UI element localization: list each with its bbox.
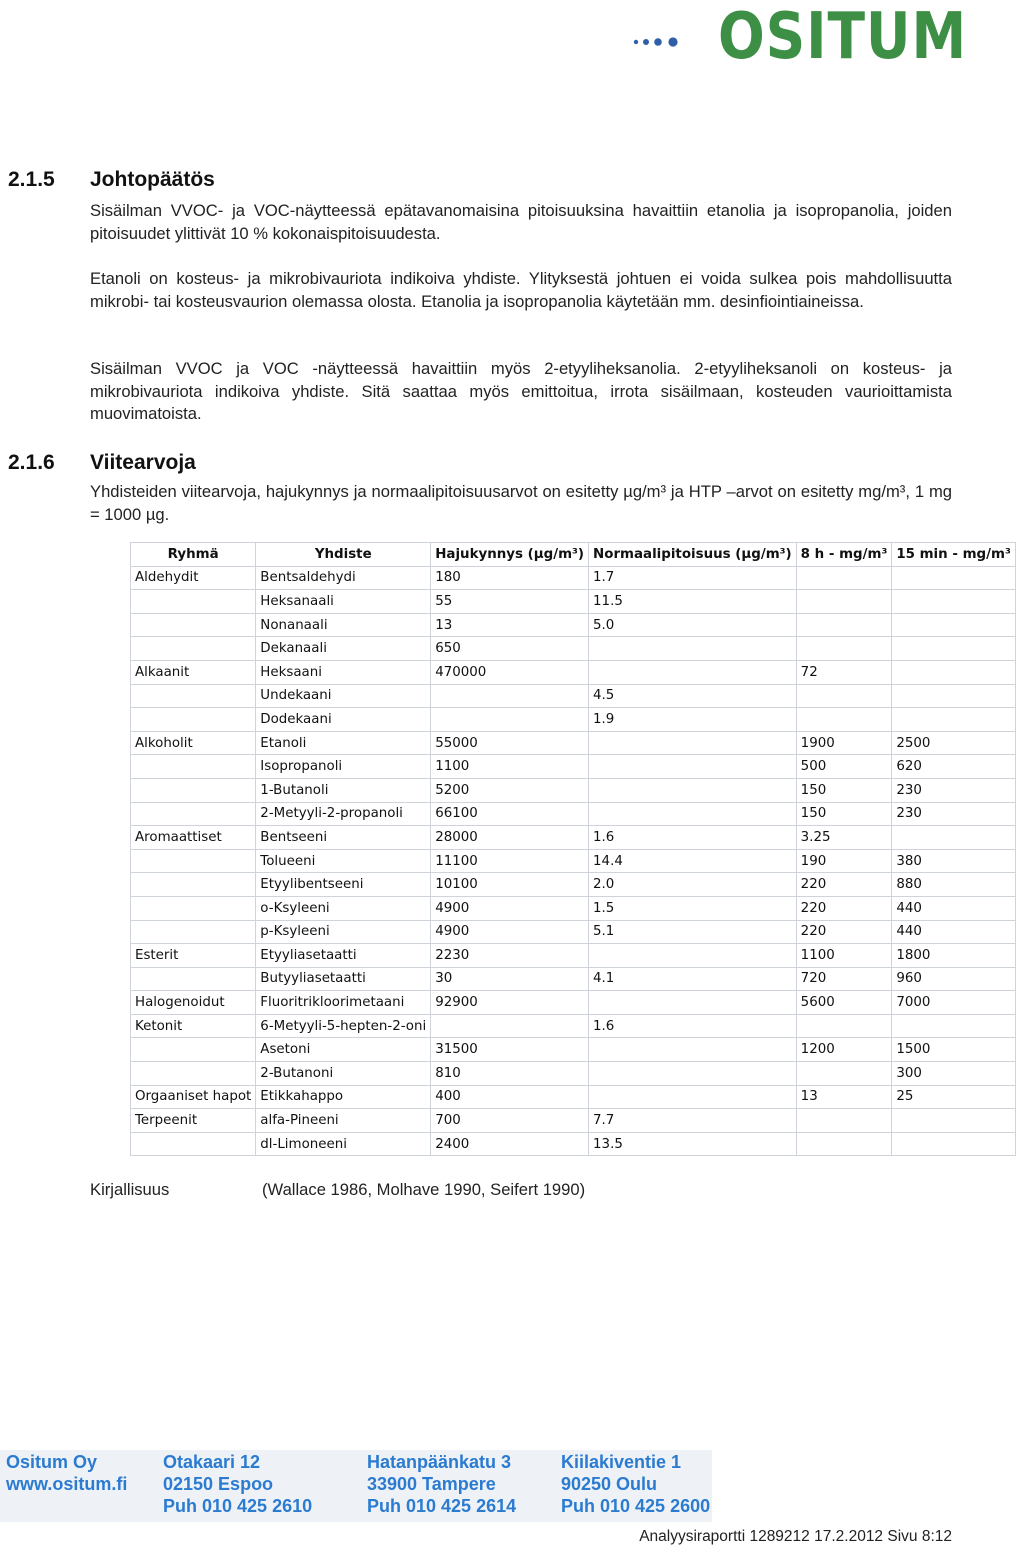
cell-normaalipitoisuus: 14.4 xyxy=(589,849,797,873)
footer-office-tampere xyxy=(367,1451,516,1517)
cell-yhdiste: 1-Butanoli xyxy=(256,778,431,802)
cell-ryhma: Esterit xyxy=(131,944,256,968)
cell-hajukynnys: 11100 xyxy=(431,849,589,873)
table-row xyxy=(131,1062,1016,1086)
cell-ryhma: Alkaanit xyxy=(131,660,256,684)
cell-htp-15min: 960 xyxy=(892,967,1016,991)
table-row xyxy=(131,566,1016,590)
section-number: 2.1.6 xyxy=(8,451,55,474)
section-title: Viitearvoja xyxy=(90,451,196,474)
cell-htp-8h: 720 xyxy=(796,967,892,991)
cell-ryhma xyxy=(131,802,256,826)
page-info: Analyysiraportti 1289212 17.2.2012 Sivu 8:12 xyxy=(639,1528,952,1545)
table-row xyxy=(131,873,1016,897)
cell-htp-15min: 2500 xyxy=(892,731,1016,755)
cell-htp-8h: 190 xyxy=(796,849,892,873)
footer-line: Puh 010 425 2614 xyxy=(367,1496,517,1516)
paragraph: Sisäilman VVOC ja VOC -näytteessä havaittiin myös 2-etyyliheksanolia. 2-etyyliheksanoli on kosteus- ja mikrobivauriota indikoiva yhdiste. Sitä saattaa myös emittoitua, irrota sisäilmaan, kosteuden vaurioittamista muovimatoista. xyxy=(90,359,952,423)
cell-htp-15min: 230 xyxy=(892,802,1016,826)
cell-normaalipitoisuus: 7.7 xyxy=(589,1109,797,1133)
cell-hajukynnys: 1100 xyxy=(431,755,589,779)
cell-htp-8h xyxy=(796,1109,892,1133)
footer-line: Puh 010 425 2610 xyxy=(163,1496,313,1516)
header-yhdiste: Yhdiste xyxy=(256,543,431,567)
section-title: Johtopäätös xyxy=(90,168,215,191)
cell-hajukynnys: 5200 xyxy=(431,778,589,802)
cell-ryhma: Aldehydit xyxy=(131,566,256,590)
cell-htp-8h: 1900 xyxy=(796,731,892,755)
header-hajukynnys: Hajukynnys (µg/m³) xyxy=(431,543,589,567)
cell-yhdiste: dl-Limoneeni xyxy=(256,1132,431,1156)
table-row xyxy=(131,1085,1016,1109)
footer-office-espoo xyxy=(163,1451,312,1517)
cell-htp-15min: 880 xyxy=(892,873,1016,897)
cell-htp-8h: 500 xyxy=(796,755,892,779)
cell-hajukynnys: 30 xyxy=(431,967,589,991)
footer-line: Ositum Oy xyxy=(6,1452,98,1472)
reference-values-table xyxy=(130,542,1016,1156)
cell-normaalipitoisuus xyxy=(589,1085,797,1109)
cell-yhdiste: p-Ksyleeni xyxy=(256,920,431,944)
table-row xyxy=(131,1109,1016,1133)
table-row xyxy=(131,967,1016,991)
table-row xyxy=(131,1014,1016,1038)
header-normaalipitoisuus: Normaalipitoisuus (µg/m³) xyxy=(589,543,797,567)
cell-ryhma xyxy=(131,967,256,991)
cell-hajukynnys: 66100 xyxy=(431,802,589,826)
table-row xyxy=(131,778,1016,802)
cell-ryhma: Halogenoidut xyxy=(131,991,256,1015)
cell-htp-8h: 13 xyxy=(796,1085,892,1109)
cell-hajukynnys: 10100 xyxy=(431,873,589,897)
footer-company xyxy=(6,1451,127,1495)
cell-hajukynnys: 92900 xyxy=(431,991,589,1015)
cell-normaalipitoisuus: 1.6 xyxy=(589,826,797,850)
section-heading-johtopaatos xyxy=(8,168,215,192)
cell-htp-8h: 220 xyxy=(796,873,892,897)
table-row xyxy=(131,613,1016,637)
cell-yhdiste: Heksanaali xyxy=(256,590,431,614)
cell-yhdiste: Nonanaali xyxy=(256,613,431,637)
cell-yhdiste: Undekaani xyxy=(256,684,431,708)
cell-htp-8h: 220 xyxy=(796,896,892,920)
cell-hajukynnys: 470000 xyxy=(431,660,589,684)
cell-normaalipitoisuus xyxy=(589,944,797,968)
cell-normaalipitoisuus xyxy=(589,637,797,661)
cell-htp-8h: 1200 xyxy=(796,1038,892,1062)
cell-hajukynnys: 2400 xyxy=(431,1132,589,1156)
table-row xyxy=(131,590,1016,614)
cell-htp-15min xyxy=(892,613,1016,637)
cell-yhdiste: Bentsaldehydi xyxy=(256,566,431,590)
cell-htp-8h: 150 xyxy=(796,802,892,826)
cell-htp-15min: 1500 xyxy=(892,1038,1016,1062)
cell-ryhma: Orgaaniset hapot xyxy=(131,1085,256,1109)
cell-yhdiste: Fluoritrikloorimetaani xyxy=(256,991,431,1015)
cell-ryhma: Alkoholit xyxy=(131,731,256,755)
cell-normaalipitoisuus: 1.6 xyxy=(589,1014,797,1038)
cell-normaalipitoisuus: 11.5 xyxy=(589,590,797,614)
cell-yhdiste: Etikkahappo xyxy=(256,1085,431,1109)
cell-yhdiste: Heksaani xyxy=(256,660,431,684)
cell-htp-15min xyxy=(892,566,1016,590)
cell-ryhma xyxy=(131,708,256,732)
cell-htp-15min xyxy=(892,1132,1016,1156)
cell-yhdiste: Butyyliasetaatti xyxy=(256,967,431,991)
cell-yhdiste: Dodekaani xyxy=(256,708,431,732)
cell-hajukynnys: 55 xyxy=(431,590,589,614)
cell-normaalipitoisuus xyxy=(589,1062,797,1086)
cell-htp-8h xyxy=(796,1014,892,1038)
cell-hajukynnys: 810 xyxy=(431,1062,589,1086)
footer-line: 02150 Espoo xyxy=(163,1474,274,1494)
cell-htp-8h: 5600 xyxy=(796,991,892,1015)
cell-ryhma xyxy=(131,873,256,897)
cell-normaalipitoisuus xyxy=(589,755,797,779)
cell-htp-8h: 1100 xyxy=(796,944,892,968)
cell-htp-15min: 7000 xyxy=(892,991,1016,1015)
cell-hajukynnys: 4900 xyxy=(431,920,589,944)
cell-normaalipitoisuus: 5.0 xyxy=(589,613,797,637)
table-row xyxy=(131,637,1016,661)
cell-htp-15min xyxy=(892,590,1016,614)
cell-hajukynnys xyxy=(431,684,589,708)
cell-ryhma xyxy=(131,637,256,661)
cell-normaalipitoisuus xyxy=(589,731,797,755)
footer-line: Puh 010 425 2600 xyxy=(561,1496,711,1516)
table-row xyxy=(131,991,1016,1015)
table-row xyxy=(131,849,1016,873)
cell-yhdiste: Etyyliasetaatti xyxy=(256,944,431,968)
cell-hajukynnys: 55000 xyxy=(431,731,589,755)
cell-hajukynnys: 28000 xyxy=(431,826,589,850)
table-row xyxy=(131,731,1016,755)
cell-normaalipitoisuus: 13.5 xyxy=(589,1132,797,1156)
cell-normaalipitoisuus: 2.0 xyxy=(589,873,797,897)
cell-htp-8h: 72 xyxy=(796,660,892,684)
cell-ryhma: Aromaattiset xyxy=(131,826,256,850)
paragraph: Yhdisteiden viitearvoja, hajukynnys ja normaalipitoisuusarvot on esitetty µg/m³ ja HTP –arvot on esitetty mg/m³, 1 mg = 1000 µg. xyxy=(90,482,952,524)
cell-htp-15min xyxy=(892,637,1016,661)
table-row xyxy=(131,920,1016,944)
cell-ryhma xyxy=(131,778,256,802)
cell-hajukynnys: 31500 xyxy=(431,1038,589,1062)
cell-htp-15min xyxy=(892,708,1016,732)
cell-htp-8h xyxy=(796,590,892,614)
cell-htp-8h: 150 xyxy=(796,778,892,802)
header-htp-15min: 15 min - mg/m³ xyxy=(892,543,1016,567)
cell-yhdiste: Asetoni xyxy=(256,1038,431,1062)
cell-yhdiste: o-Ksyleeni xyxy=(256,896,431,920)
table-row xyxy=(131,1038,1016,1062)
table-header-row xyxy=(131,543,1016,567)
cell-hajukynnys: 13 xyxy=(431,613,589,637)
table-row xyxy=(131,944,1016,968)
cell-normaalipitoisuus: 4.5 xyxy=(589,684,797,708)
footer-line: Otakaari 12 xyxy=(163,1452,261,1472)
cell-htp-8h xyxy=(796,684,892,708)
cell-yhdiste: Bentseeni xyxy=(256,826,431,850)
cell-yhdiste: Isopropanoli xyxy=(256,755,431,779)
literature-label: Kirjallisuus xyxy=(90,1180,170,1199)
table-row xyxy=(131,826,1016,850)
logo-dots-icon xyxy=(630,4,720,74)
logo-text: OSITUM xyxy=(718,0,968,74)
cell-htp-15min xyxy=(892,684,1016,708)
cell-htp-15min: 440 xyxy=(892,920,1016,944)
header-htp-8h: 8 h - mg/m³ xyxy=(796,543,892,567)
cell-ryhma xyxy=(131,684,256,708)
section-number: 2.1.5 xyxy=(8,168,55,191)
cell-htp-8h xyxy=(796,708,892,732)
paragraph: Etanoli on kosteus- ja mikrobivauriota indikoiva yhdiste. Ylityksestä johtuen ei voida sulkea pois mahdollisuutta mikrobi- tai kosteusvaurion olemassa olosta. Etanolia ja isopropanolia käytetään mm. desinfiointiaineissa. xyxy=(90,269,952,311)
cell-hajukynnys xyxy=(431,708,589,732)
footer-line: 33900 Tampere xyxy=(367,1474,496,1494)
table-row xyxy=(131,802,1016,826)
cell-ryhma: Ketonit xyxy=(131,1014,256,1038)
cell-hajukynnys: 180 xyxy=(431,566,589,590)
cell-ryhma xyxy=(131,1062,256,1086)
cell-htp-15min: 1800 xyxy=(892,944,1016,968)
cell-yhdiste: 2-Metyyli-2-propanoli xyxy=(256,802,431,826)
table-row xyxy=(131,755,1016,779)
cell-ryhma xyxy=(131,896,256,920)
cell-ryhma xyxy=(131,920,256,944)
cell-hajukynnys: 650 xyxy=(431,637,589,661)
ositum-logo xyxy=(630,0,968,74)
footer-website-link[interactable]: www.ositum.fi xyxy=(6,1474,128,1494)
cell-normaalipitoisuus: 1.9 xyxy=(589,708,797,732)
cell-htp-15min: 230 xyxy=(892,778,1016,802)
cell-normaalipitoisuus xyxy=(589,778,797,802)
cell-normaalipitoisuus: 5.1 xyxy=(589,920,797,944)
cell-htp-15min xyxy=(892,826,1016,850)
cell-normaalipitoisuus: 1.7 xyxy=(589,566,797,590)
cell-hajukynnys: 4900 xyxy=(431,896,589,920)
cell-yhdiste: 6-Metyyli-5-hepten-2-oni xyxy=(256,1014,431,1038)
cell-htp-8h xyxy=(796,1132,892,1156)
table-row xyxy=(131,1132,1016,1156)
cell-htp-15min: 620 xyxy=(892,755,1016,779)
cell-yhdiste: 2-Butanoni xyxy=(256,1062,431,1086)
header-ryhma: Ryhmä xyxy=(131,543,256,567)
cell-normaalipitoisuus xyxy=(589,991,797,1015)
cell-normaalipitoisuus: 1.5 xyxy=(589,896,797,920)
cell-htp-8h xyxy=(796,566,892,590)
cell-htp-15min xyxy=(892,660,1016,684)
cell-ryhma xyxy=(131,590,256,614)
cell-normaalipitoisuus: 4.1 xyxy=(589,967,797,991)
cell-yhdiste: Dekanaali xyxy=(256,637,431,661)
cell-ryhma xyxy=(131,1132,256,1156)
cell-ryhma: Terpeenit xyxy=(131,1109,256,1133)
cell-htp-8h xyxy=(796,637,892,661)
cell-normaalipitoisuus xyxy=(589,660,797,684)
cell-yhdiste: Etyylibentseeni xyxy=(256,873,431,897)
cell-yhdiste: Etanoli xyxy=(256,731,431,755)
cell-ryhma xyxy=(131,1038,256,1062)
cell-hajukynnys: 400 xyxy=(431,1085,589,1109)
cell-ryhma xyxy=(131,849,256,873)
table-row xyxy=(131,684,1016,708)
cell-htp-15min xyxy=(892,1109,1016,1133)
cell-hajukynnys xyxy=(431,1014,589,1038)
cell-normaalipitoisuus xyxy=(589,1038,797,1062)
cell-hajukynnys: 2230 xyxy=(431,944,589,968)
footer-line: Kiilakiventie 1 xyxy=(561,1452,682,1472)
cell-ryhma xyxy=(131,755,256,779)
cell-htp-8h: 220 xyxy=(796,920,892,944)
cell-htp-15min xyxy=(892,1014,1016,1038)
footer-line: Hatanpäänkatu 3 xyxy=(367,1452,512,1472)
cell-ryhma xyxy=(131,613,256,637)
cell-htp-8h xyxy=(796,613,892,637)
cell-htp-15min: 25 xyxy=(892,1085,1016,1109)
cell-hajukynnys: 700 xyxy=(431,1109,589,1133)
literature-references: (Wallace 1986, Molhave 1990, Seifert 1990) xyxy=(262,1180,586,1199)
cell-normaalipitoisuus xyxy=(589,802,797,826)
footer-line: 90250 Oulu xyxy=(561,1474,658,1494)
table-row xyxy=(131,660,1016,684)
section-heading-viitearvoja xyxy=(8,451,196,475)
cell-htp-15min: 440 xyxy=(892,896,1016,920)
cell-htp-8h: 3.25 xyxy=(796,826,892,850)
table-row xyxy=(131,896,1016,920)
cell-htp-8h xyxy=(796,1062,892,1086)
table-row xyxy=(131,708,1016,732)
cell-htp-15min: 380 xyxy=(892,849,1016,873)
cell-yhdiste: Tolueeni xyxy=(256,849,431,873)
cell-htp-15min: 300 xyxy=(892,1062,1016,1086)
paragraph: Sisäilman VVOC- ja VOC-näytteessä epätavanomaisina pitoisuuksina havaittiin etanolia ja isopropanolia, joiden pitoisuudet ylittivät 10 % kokonaispitoisuudesta. xyxy=(90,201,952,243)
cell-yhdiste: alfa-Pineeni xyxy=(256,1109,431,1133)
footer-office-oulu xyxy=(561,1451,710,1517)
